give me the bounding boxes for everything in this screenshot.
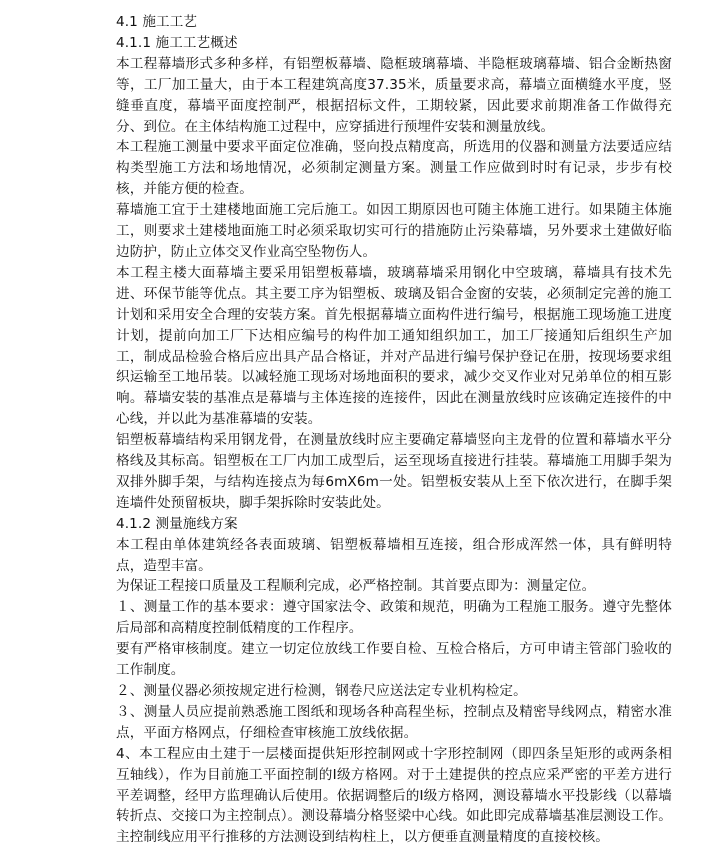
subsection-title-survey-plan: 4.1.2 测量施线方案 xyxy=(116,515,238,532)
paragraph-survey-requirements: 本工程施工测量中要求平面定位准确，竖向投点精度高，所选用的仪器和测量方法要适应结构类型施工方法和场地情况，必须制定测量方案。测量工作应做到时时有记录，步步有校核，并能方便的检查。 xyxy=(116,139,672,198)
paragraph-aluminum-panel: 铝塑板幕墙结构采用钢龙骨，在测量放线时应主要确定幕墙竖向主龙骨的位置和幕墙水平分格线及其标高。铝塑板在工厂内加工成型后，运至现场直接进行挂装。幕墙施工用脚手架为双排外脚手架，与结构连接点为每6mX6m一处。铝塑板安装从上至下依次进行，在脚手架连墙件处预留板块，脚手架拆除时安装此处。 xyxy=(116,432,672,511)
subsection-title-overview: 4.1.1 施工工艺概述 xyxy=(116,34,238,51)
paragraph-main-curtain-wall: 本工程主楼大面幕墙主要采用铝塑板幕墙，玻璃幕墙采用钢化中空玻璃，幕墙具有技术先进、环保节能等优点。其主要工序为铝塑板、玻璃及铝合金窗的安装，必须制定完善的施工计划和采用安全合理的安装方案。首先根据幕墙立面构件进行编号，根据施工现场施工进度计划，提前向加工厂下达相应编号的构件加工通知组织加工，加工厂接通知后组织生产加工，制成品检验合格后应出具产品合格证，并对产品进行编号保护登记在册，按现场要求组织运输至工地吊装。以减轻施工现场对场地面积的要求，减少交叉作业对兄弟单位的相互影响。幕墙安装的基准点是幕墙与主体连接的连接件，因此在测量放线时应该确定连接件的中心线，并以此为基准幕墙的安装。 xyxy=(116,264,672,428)
paragraph-construction-timing: 幕墙施工宜于土建楼地面施工完后施工。如因工期原因也可随主体施工进行。如果随主体施工，则要求土建楼地面施工时必须采取切实可行的措施防止污染幕墙，另外要求土建做好临边防护，防止立体交叉作业高空坠物伤人。 xyxy=(116,202,672,260)
paragraph-project-overview: 本工程幕墙形式多种多样，有铝塑板幕墙、隐框玻璃幕墙、半隐框玻璃幕墙、铝合金断热窗等，工厂加工量大，由于本工程建筑高度37.35米，质量要求高，幕墙立面横缝水平度，竖缝垂直度，幕墙平面度控制严，根据招标文件，工期较紧，因此要求前期准备工作做得充分、到位。在主体结构施工过程中，应穿插进行预埋件安装和测量放线。 xyxy=(116,55,672,135)
paragraph-requirement-4: 4、本工程应由土建于一层楼面提供矩形控制网或十字形控制网（即四条呈矩形的或两条相互轴线），作为目前施工平面控制的Ⅰ级方格网。对于土建提供的控点应采严密的平差方进行平差调整，经甲方监理确认后使用。依据调整后的Ⅰ级方格网，测设幕墙水平投影线（以幕墙转折点、交接口为主控制点）。测设幕墙分格竖梁中心线。如此即完成幕墙基准层测设工作。主控制线应用平行推移的方法测设到结构柱上，以方便垂直测量精度的直接校核。 xyxy=(116,745,672,846)
paragraph-requirement-1: １、测量工作的基本要求：遵守国家法令、政策和规范，明确为工程施工服务。遵守先整体后局部和高精度控制低精度的工作程序。 xyxy=(116,599,672,637)
paragraph-review-system: 要有严格审核制度。建立一切定位放线工作要自检、互检合格后，方可申请主管部门验收的工作制度。 xyxy=(116,641,672,679)
paragraph-building-features: 本工程由单体建筑经各表面玻璃、铝塑板幕墙相互连接，组合形成浑然一体，具有鲜明特点，造型丰富。 xyxy=(116,536,672,574)
document-page xyxy=(116,12,672,848)
paragraph-quality-control: 为保证工程接口质量及工程顺利完成，必严格控制。其首要点即为：测量定位。 xyxy=(116,578,596,595)
paragraph-requirement-3: ３、测量人员应提前熟悉施工图纸和现场各种高程坐标，控制点及精密导线网点，精密水准点，平面方格网点，仔细检查审核施工放线依据。 xyxy=(116,703,672,741)
section-title: 4.1 施工工艺 xyxy=(116,14,198,30)
paragraph-requirement-2: ２、测量仪器必须按规定进行检测，钢卷尺应送法定专业机构检定。 xyxy=(116,683,527,699)
